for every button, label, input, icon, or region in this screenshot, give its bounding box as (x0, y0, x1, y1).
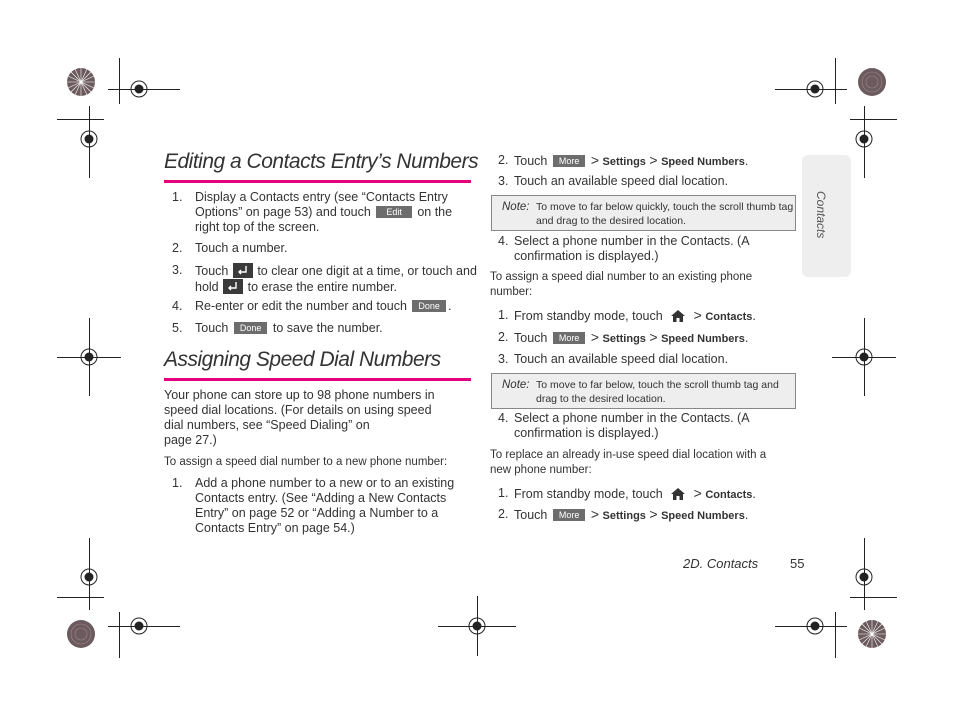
list-item: 3. Touch an available speed dial location. (498, 352, 729, 366)
list-item: 5. Touch Done to save the number. (172, 321, 383, 335)
registration-mark-icon (79, 347, 99, 367)
side-tab-label: Contacts (814, 191, 828, 239)
note-box: Note: To move to far below, touch the scroll thumb tag and drag to the desired location. (491, 373, 796, 409)
title-rule (164, 180, 471, 183)
list-item: 3. Touch an available speed dial location. (498, 174, 729, 188)
note-box: Note: To move to far below quickly, touch the scroll thumb tag and drag to the desired location. (491, 195, 796, 231)
lead-paragraph: To assign a speed dial number to an existing phone number: (490, 271, 753, 298)
registration-mark-icon (129, 79, 149, 99)
page-number: 55 (790, 556, 805, 571)
intro-paragraph: Your phone can store up to 98 phone numbers in speed dial locations. (For details on using speed dial numbers, see “Speed Dialing” on page 27.) (164, 388, 435, 447)
list-item: 4. Re-enter or edit the number and touch Done . (172, 299, 452, 313)
registration-mark-icon (805, 79, 825, 99)
list-item: 2. Touch More > Settings > Speed Numbers. (498, 152, 749, 168)
title-rule (164, 378, 471, 381)
list-item: 2. Touch More > Settings > Speed Numbers. (498, 329, 749, 345)
chapter-side-tab (802, 155, 851, 277)
registration-mark-icon (854, 347, 874, 367)
list-item: 4. Select a phone number in the Contacts. (A confirmation is displayed.) (498, 234, 750, 263)
registration-mark-icon (129, 616, 149, 636)
lead-paragraph: To assign a speed dial number to a new phone number: (164, 456, 448, 468)
more-button: More (553, 332, 586, 344)
list-item: 4. Select a phone number in the Contacts. (A confirmation is displayed.) (498, 411, 750, 440)
section-title-speed-dial: Assigning Speed Dial Numbers (164, 348, 441, 371)
list-item: 2. Touch a number. (172, 241, 288, 255)
registration-mark-icon (79, 129, 99, 149)
more-button: More (553, 155, 586, 167)
registration-mark-icon (467, 616, 487, 636)
backspace-key-icon (233, 263, 253, 278)
star-target-icon (66, 619, 96, 649)
list-item: 1. Display a Contacts entry (see “Contacts Entry Options” on page 53) and touch Edit on the right top of the screen. (172, 190, 453, 234)
star-target-icon (857, 67, 887, 97)
registration-mark-icon (854, 567, 874, 587)
home-icon (670, 487, 686, 501)
registration-mark-icon (79, 567, 99, 587)
backspace-key-icon (223, 279, 243, 294)
star-target-icon (857, 619, 887, 649)
home-icon (670, 309, 686, 323)
done-button: Done (412, 300, 446, 312)
list-item: 2. Touch More > Settings > Speed Numbers. (498, 506, 749, 522)
registration-mark-icon (854, 129, 874, 149)
list-item: 1. Add a phone number to a new or to an existing Contacts entry. (See “Adding a New Contacts Entry” on page 52 or “Adding a Number to a Contacts Entry” on page 54.) (172, 476, 455, 535)
more-button: More (553, 509, 586, 521)
list-item: 1. From standby mode, touch > Contacts. (498, 485, 756, 501)
list-item: 1. From standby mode, touch > Contacts. (498, 307, 756, 323)
lead-paragraph: To replace an already in-use speed dial location with a new phone number: (490, 449, 767, 476)
list-item: 3. Touch to clear one digit at a time, or touch and hold to erase the entire number. (172, 263, 477, 294)
section-title-editing: Editing a Contacts Entry’s Numbers (164, 150, 479, 173)
footer-section-name: 2D. Contacts (683, 556, 759, 571)
done-button: Done (234, 322, 268, 334)
registration-mark-icon (805, 616, 825, 636)
edit-button: Edit (376, 206, 412, 218)
star-target-icon (66, 67, 96, 97)
